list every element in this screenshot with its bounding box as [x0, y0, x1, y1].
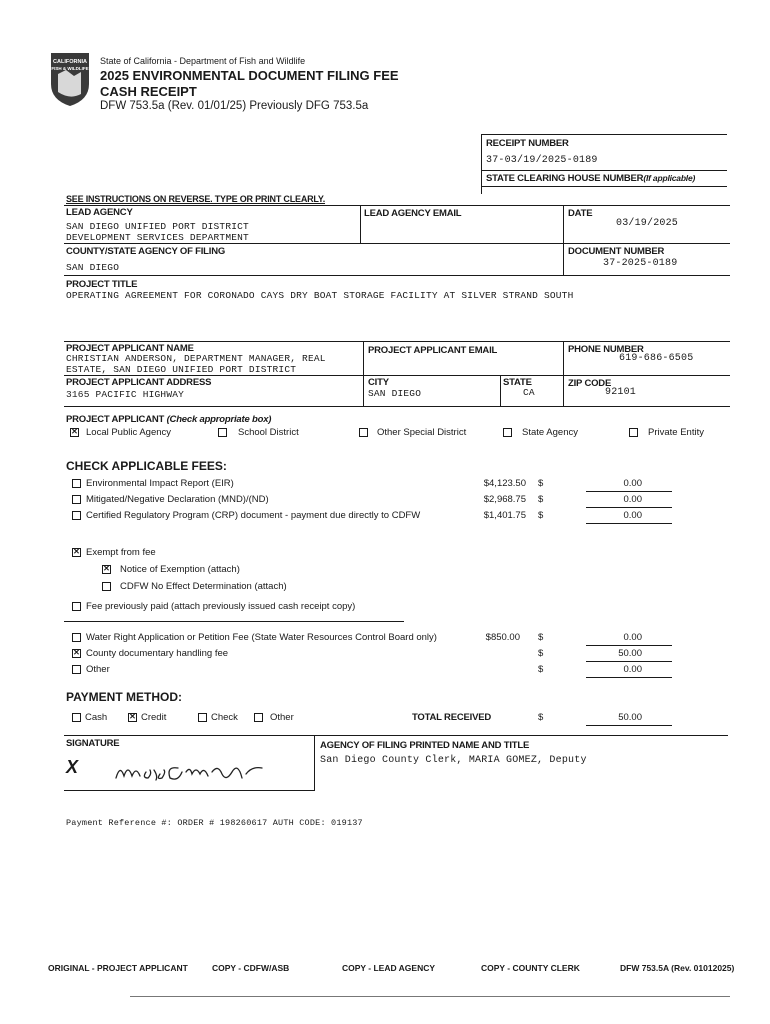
applicant-name-label: PROJECT APPLICANT NAME: [66, 343, 194, 354]
zip-value: 92101: [605, 387, 637, 398]
applicant-type-note: (Check appropriate box): [166, 414, 272, 425]
seal-text-top: CALIFORNIA: [53, 59, 87, 65]
instructions: SEE INSTRUCTIONS ON REVERSE. TYPE OR PRINT CLEARLY.: [66, 194, 326, 204]
project-title-label: PROJECT TITLE: [66, 279, 138, 290]
footer-copy-original: ORIGINAL - PROJECT APPLICANT: [48, 963, 188, 973]
doc-number-label: DOCUMENT NUMBER: [568, 246, 665, 257]
fee-water-right-rate: $850.00: [485, 632, 520, 643]
county-value: SAN DIEGO: [66, 262, 120, 273]
total-currency: $: [538, 712, 544, 723]
notice-of-exemption-label: Notice of Exemption (attach): [120, 564, 240, 575]
fee-other-amount: 0.00: [623, 664, 642, 675]
total-received-label: TOTAL RECEIVED: [412, 712, 492, 723]
checkbox-other-special-district[interactable]: [359, 428, 368, 437]
checkbox-fee-crp[interactable]: [72, 511, 81, 520]
checkbox-payment-cash[interactable]: [72, 713, 81, 722]
applicant-name-line2: ESTATE, SAN DIEGO UNIFIED PORT DISTRICT: [66, 364, 297, 375]
applicant-type-label-text: PROJECT APPLICANT: [66, 414, 165, 425]
form-title: 2025 ENVIRONMENTAL DOCUMENT FILING FEE: [100, 68, 399, 83]
cdfw-no-effect-label: CDFW No Effect Determination (attach): [120, 581, 287, 592]
payment-cash-label: Cash: [85, 712, 108, 723]
footer-copy-lead-agency: COPY - LEAD AGENCY: [342, 963, 436, 973]
fee-other-currency: $: [538, 664, 544, 675]
checkbox-fee-previously-paid[interactable]: [72, 602, 81, 611]
checkbox-private-entity[interactable]: [629, 428, 638, 437]
applicant-address-label: PROJECT APPLICANT ADDRESS: [66, 377, 212, 388]
fee-eir-amount: 0.00: [623, 478, 642, 489]
checkbox-fee-county-handling[interactable]: ✕: [73, 648, 80, 657]
agency-filing-value: San Diego County Clerk, MARIA GOMEZ, Deputy: [320, 755, 587, 766]
fee-mnd-amount: 0.00: [623, 494, 642, 505]
state-value: CA: [523, 387, 535, 398]
footer-form-rev: DFW 753.5A (Rev. 01012025): [620, 963, 735, 973]
fee-crp-amount: 0.00: [623, 510, 642, 521]
fee-previously-paid-label: Fee previously paid (attach previously issued cash receipt copy): [86, 601, 356, 612]
fee-county-handling-currency: $: [538, 648, 544, 659]
lead-agency-email-label: LEAD AGENCY EMAIL: [364, 208, 462, 219]
checkbox-notice-of-exemption[interactable]: ✕: [103, 564, 110, 573]
date-value: 03/19/2025: [616, 218, 679, 229]
fee-crp-label: Certified Regulatory Program (CRP) document - payment due directly to CDFW: [86, 510, 421, 521]
receipt-number-label: RECEIPT NUMBER: [486, 138, 569, 149]
date-label: DATE: [568, 208, 593, 219]
clearinghouse-note: (If applicable): [643, 173, 696, 183]
city-label: CITY: [368, 377, 389, 388]
fee-water-right-label: Water Right Application or Petition Fee (State Water Resources Control Board only): [86, 632, 437, 643]
clearinghouse-label: [486, 173, 695, 184]
option-local-public-agency: Local Public Agency: [86, 427, 172, 438]
form-id: DFW 753.5a (Rev. 01/01/25) Previously DFG 753.5a: [100, 100, 369, 112]
option-state-agency: State Agency: [522, 427, 578, 438]
applicant-address-value: 3165 PACIFIC HIGHWAY: [66, 389, 185, 400]
state-label: STATE: [503, 377, 532, 388]
fee-county-handling-label: County documentary handling fee: [86, 648, 229, 659]
fee-water-right-amount: 0.00: [623, 632, 642, 643]
payment-check-label: Check: [211, 712, 238, 723]
payment-credit-label: Credit: [141, 712, 167, 723]
fee-mnd-label: Mitigated/Negative Declaration (MND)/(ND): [86, 494, 269, 505]
header-agency: State of California - Department of Fish and Wildlife: [100, 56, 306, 66]
agency-seal: [48, 50, 92, 108]
zip-label: ZIP CODE: [568, 378, 612, 389]
fee-crp-currency: $: [538, 510, 544, 521]
fee-eir-label: Environmental Impact Report (EIR): [86, 478, 234, 489]
checkbox-payment-other[interactable]: [254, 713, 263, 722]
fee-other-label: Other: [86, 664, 110, 675]
checkbox-fee-other[interactable]: [72, 665, 81, 674]
checkbox-fee-eir[interactable]: [72, 479, 81, 488]
payment-reference: Payment Reference #: ORDER # 198260617 AUTH CODE: 019137: [66, 818, 363, 828]
fee-water-right-currency: $: [538, 632, 544, 643]
checkbox-exempt[interactable]: ✕: [73, 547, 80, 556]
project-title-value: OPERATING AGREEMENT FOR CORONADO CAYS DRY BOAT STORAGE FACILITY AT SILVER STRAND SOUTH: [66, 290, 574, 301]
fee-county-handling-amount: 50.00: [618, 648, 642, 659]
receipt-number-value: 37-03/19/2025-0189: [486, 155, 598, 166]
phone-label: PHONE NUMBER: [568, 344, 644, 355]
fee-mnd-rate: $2,968.75: [483, 494, 526, 505]
option-school-district: School District: [238, 427, 299, 438]
checkbox-payment-credit[interactable]: ✕: [129, 712, 136, 721]
payment-heading: PAYMENT METHOD:: [66, 690, 183, 704]
checkbox-school-district[interactable]: [218, 428, 227, 437]
total-received-value: 50.00: [618, 712, 642, 723]
seal-text-bottom: FISH & WILDLIFE: [51, 66, 89, 71]
fee-crp-rate: $1,401.75: [483, 510, 526, 521]
agency-filing-label: AGENCY OF FILING PRINTED NAME AND TITLE: [320, 740, 530, 751]
payment-other-label: Other: [270, 712, 294, 723]
form-subtitle: CASH RECEIPT: [100, 84, 197, 99]
phone-value: 619-686-6505: [619, 353, 694, 364]
fee-eir-currency: $: [538, 478, 544, 489]
fee-eir-rate: $4,123.50: [483, 478, 526, 489]
handwritten-signature: [112, 756, 272, 786]
checkbox-fee-mnd[interactable]: [72, 495, 81, 504]
county-label: COUNTY/STATE AGENCY OF FILING: [66, 246, 226, 257]
exempt-label: Exempt from fee: [86, 547, 156, 558]
applicant-name-line1: CHRISTIAN ANDERSON, DEPARTMENT MANAGER, REAL: [66, 353, 326, 364]
option-private-entity: Private Entity: [648, 427, 704, 438]
option-other-special-district: Other Special District: [377, 427, 467, 438]
fees-heading: CHECK APPLICABLE FEES:: [66, 459, 227, 473]
checkbox-local-public-agency[interactable]: ✕: [71, 427, 78, 436]
lead-agency-line2: DEVELOPMENT SERVICES DEPARTMENT: [66, 232, 249, 243]
lead-agency-label: LEAD AGENCY: [66, 207, 133, 218]
doc-number-value: 37-2025-0189: [603, 258, 678, 269]
signature-x-mark: X: [66, 757, 79, 777]
fee-mnd-currency: $: [538, 494, 544, 505]
checkbox-state-agency[interactable]: [503, 428, 512, 437]
checkbox-cdfw-no-effect[interactable]: [102, 582, 111, 591]
lead-agency-line1: SAN DIEGO UNIFIED PORT DISTRICT: [66, 221, 249, 232]
city-value: SAN DIEGO: [368, 388, 422, 399]
applicant-type-label: [66, 414, 271, 425]
checkbox-fee-water-right[interactable]: [72, 633, 81, 642]
checkbox-payment-check[interactable]: [198, 713, 207, 722]
signature-label: SIGNATURE: [66, 738, 120, 749]
footer-copy-cdfw: COPY - CDFW/ASB: [212, 963, 290, 973]
footer-copy-county-clerk: COPY - COUNTY CLERK: [481, 963, 580, 973]
applicant-email-label: PROJECT APPLICANT EMAIL: [368, 345, 498, 356]
clearinghouse-label-text: STATE CLEARING HOUSE NUMBER: [486, 173, 644, 184]
